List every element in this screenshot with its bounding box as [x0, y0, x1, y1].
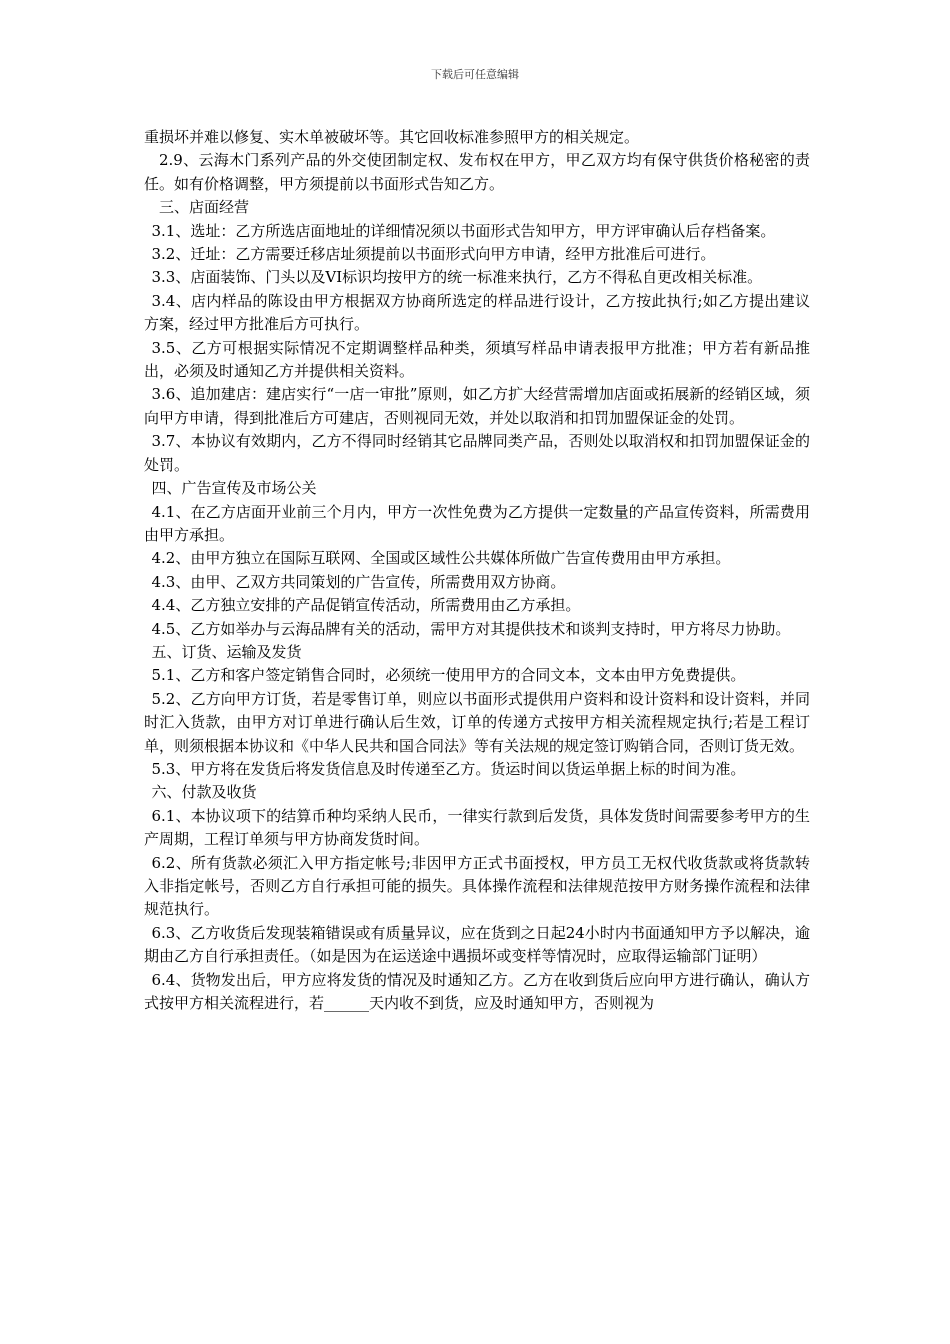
paragraph: 六、付款及收货 [151, 783, 257, 802]
paragraph: 3.5、乙方可根据实际情况不定期调整样品种类，须填写样品申请表报甲方批准；甲方若有新品推出，必须及时通知乙方并提供相关资料。 [144, 338, 810, 381]
paragraph: 5.1、乙方和客户签定销售合同时，必须统一使用甲方的合同文本，文本由甲方免费提供。 [151, 666, 746, 685]
document-body [144, 126, 810, 1015]
paragraph: 6.4、货物发出后，甲方应将发货的情况及时通知乙方。乙方在收到货后应向甲方进行确认，确认方式按甲方相关流程进行，若______天内收不到货，应及时通知甲方，否则视为 [144, 970, 810, 1013]
paragraph: 重损坏并难以修复、实木单被破坏等。其它回收标准参照甲方的相关规定。 [144, 128, 640, 146]
paragraph: 2.9、云海木门系列产品的外交使团制定权、发布权在甲方，甲乙双方均有保守供货价格秘密的责任。如有价格调整，甲方须提前以书面形式告知乙方。 [144, 151, 810, 193]
paragraph: 5.3、甲方将在发货后将发货信息及时传递至乙方。货运时间以货运单据上标的时间为准。 [151, 759, 746, 778]
paragraph: 3.7、本协议有效期内，乙方不得同时经销其它品牌同类产品，否则处以取消权和扣罚加盟保证金的处罚。 [144, 432, 810, 474]
paragraph: 4.5、乙方如举办与云海品牌有关的活动，需甲方对其提供技术和谈判支持时，甲方将尽力协助。 [151, 619, 791, 638]
paragraph: 6.3、乙方收货后发现装箱错误或有质量异议，应在货到之日起24小时内书面通知甲方予以解决，逾期由乙方自行承担责任。（如是因为在运送途中遇损坏或变样等情况时，应取得运输部门证明） [144, 923, 810, 966]
paragraph: 4.4、乙方独立安排的产品促销宣传活动，所需费用由乙方承担。 [151, 596, 581, 615]
paragraph: 6.2、所有货款必须汇入甲方指定帐号;非因甲方正式书面授权，甲方员工无权代收货款或将货款转入非指定帐号，否则乙方自行承担可能的损失。具体操作流程和法律规范按甲方财务操作流程和法律规范执行。 [144, 853, 810, 919]
paragraph: 3.1、选址：乙方所选店面地址的详细情况须以书面形式告知甲方，甲方评审确认后存档备案。 [151, 221, 776, 240]
page-header: 下载后可任意编辑 [431, 68, 519, 81]
paragraph: 3.2、迁址：乙方需要迁移店址须提前以书面形式向甲方申请，经甲方批准后可进行。 [151, 245, 716, 264]
paragraph: 4.3、由甲、乙双方共同策划的广告宣传，所需费用双方协商。 [151, 572, 566, 591]
paragraph: 五、订货、运输及发货 [151, 642, 302, 661]
paragraph: 3.4、店内样品的陈设由甲方根据双方协商所选定的样品进行设计，乙方按此执行;如乙方提出建议方案，经过甲方批准后方可执行。 [144, 291, 810, 334]
paragraph: 3.6、追加建店：建店实行“一店一审批”原则，如乙方扩大经营需增加店面或拓展新的经销区域，须向甲方申请，得到批准后方可建店，否则视同无效，并处以取消和扣罚加盟保证金的处罚。 [144, 385, 810, 427]
paragraph: 5.2、乙方向甲方订货，若是零售订单，则应以书面形式提供用户资料和设计资料和设计资料，并同时汇入货款，由甲方对订单进行确认后生效，订单的传递方式按甲方相关流程规定执行;若是工程订单，则须根据本协议和《中华人民共和国合同法》等有关法规的规定签订购销合同，否则订货无效。 [144, 689, 810, 755]
paragraph: 3.3、店面装饰、门头以及VI标识均按甲方的统一标准来执行，乙方不得私自更改相关标准。 [151, 268, 763, 287]
paragraph: 四、广告宣传及市场公关 [151, 479, 317, 498]
paragraph: 6.1、本协议项下的结算币种均采纳人民币，一律实行款到后发货，具体发货时间需要参考甲方的生产周期，工程订单须与甲方协商发货时间。 [144, 806, 810, 849]
paragraph: 4.1、在乙方店面开业前三个月内，甲方一次性免费为乙方提供一定数量的产品宣传资料，所需费用由甲方承担。 [144, 502, 810, 544]
paragraph: 三、店面经营 [159, 198, 250, 217]
paragraph: 4.2、由甲方独立在国际互联网、全国或区域性公共媒体所做广告宣传费用由甲方承担。 [151, 549, 731, 568]
